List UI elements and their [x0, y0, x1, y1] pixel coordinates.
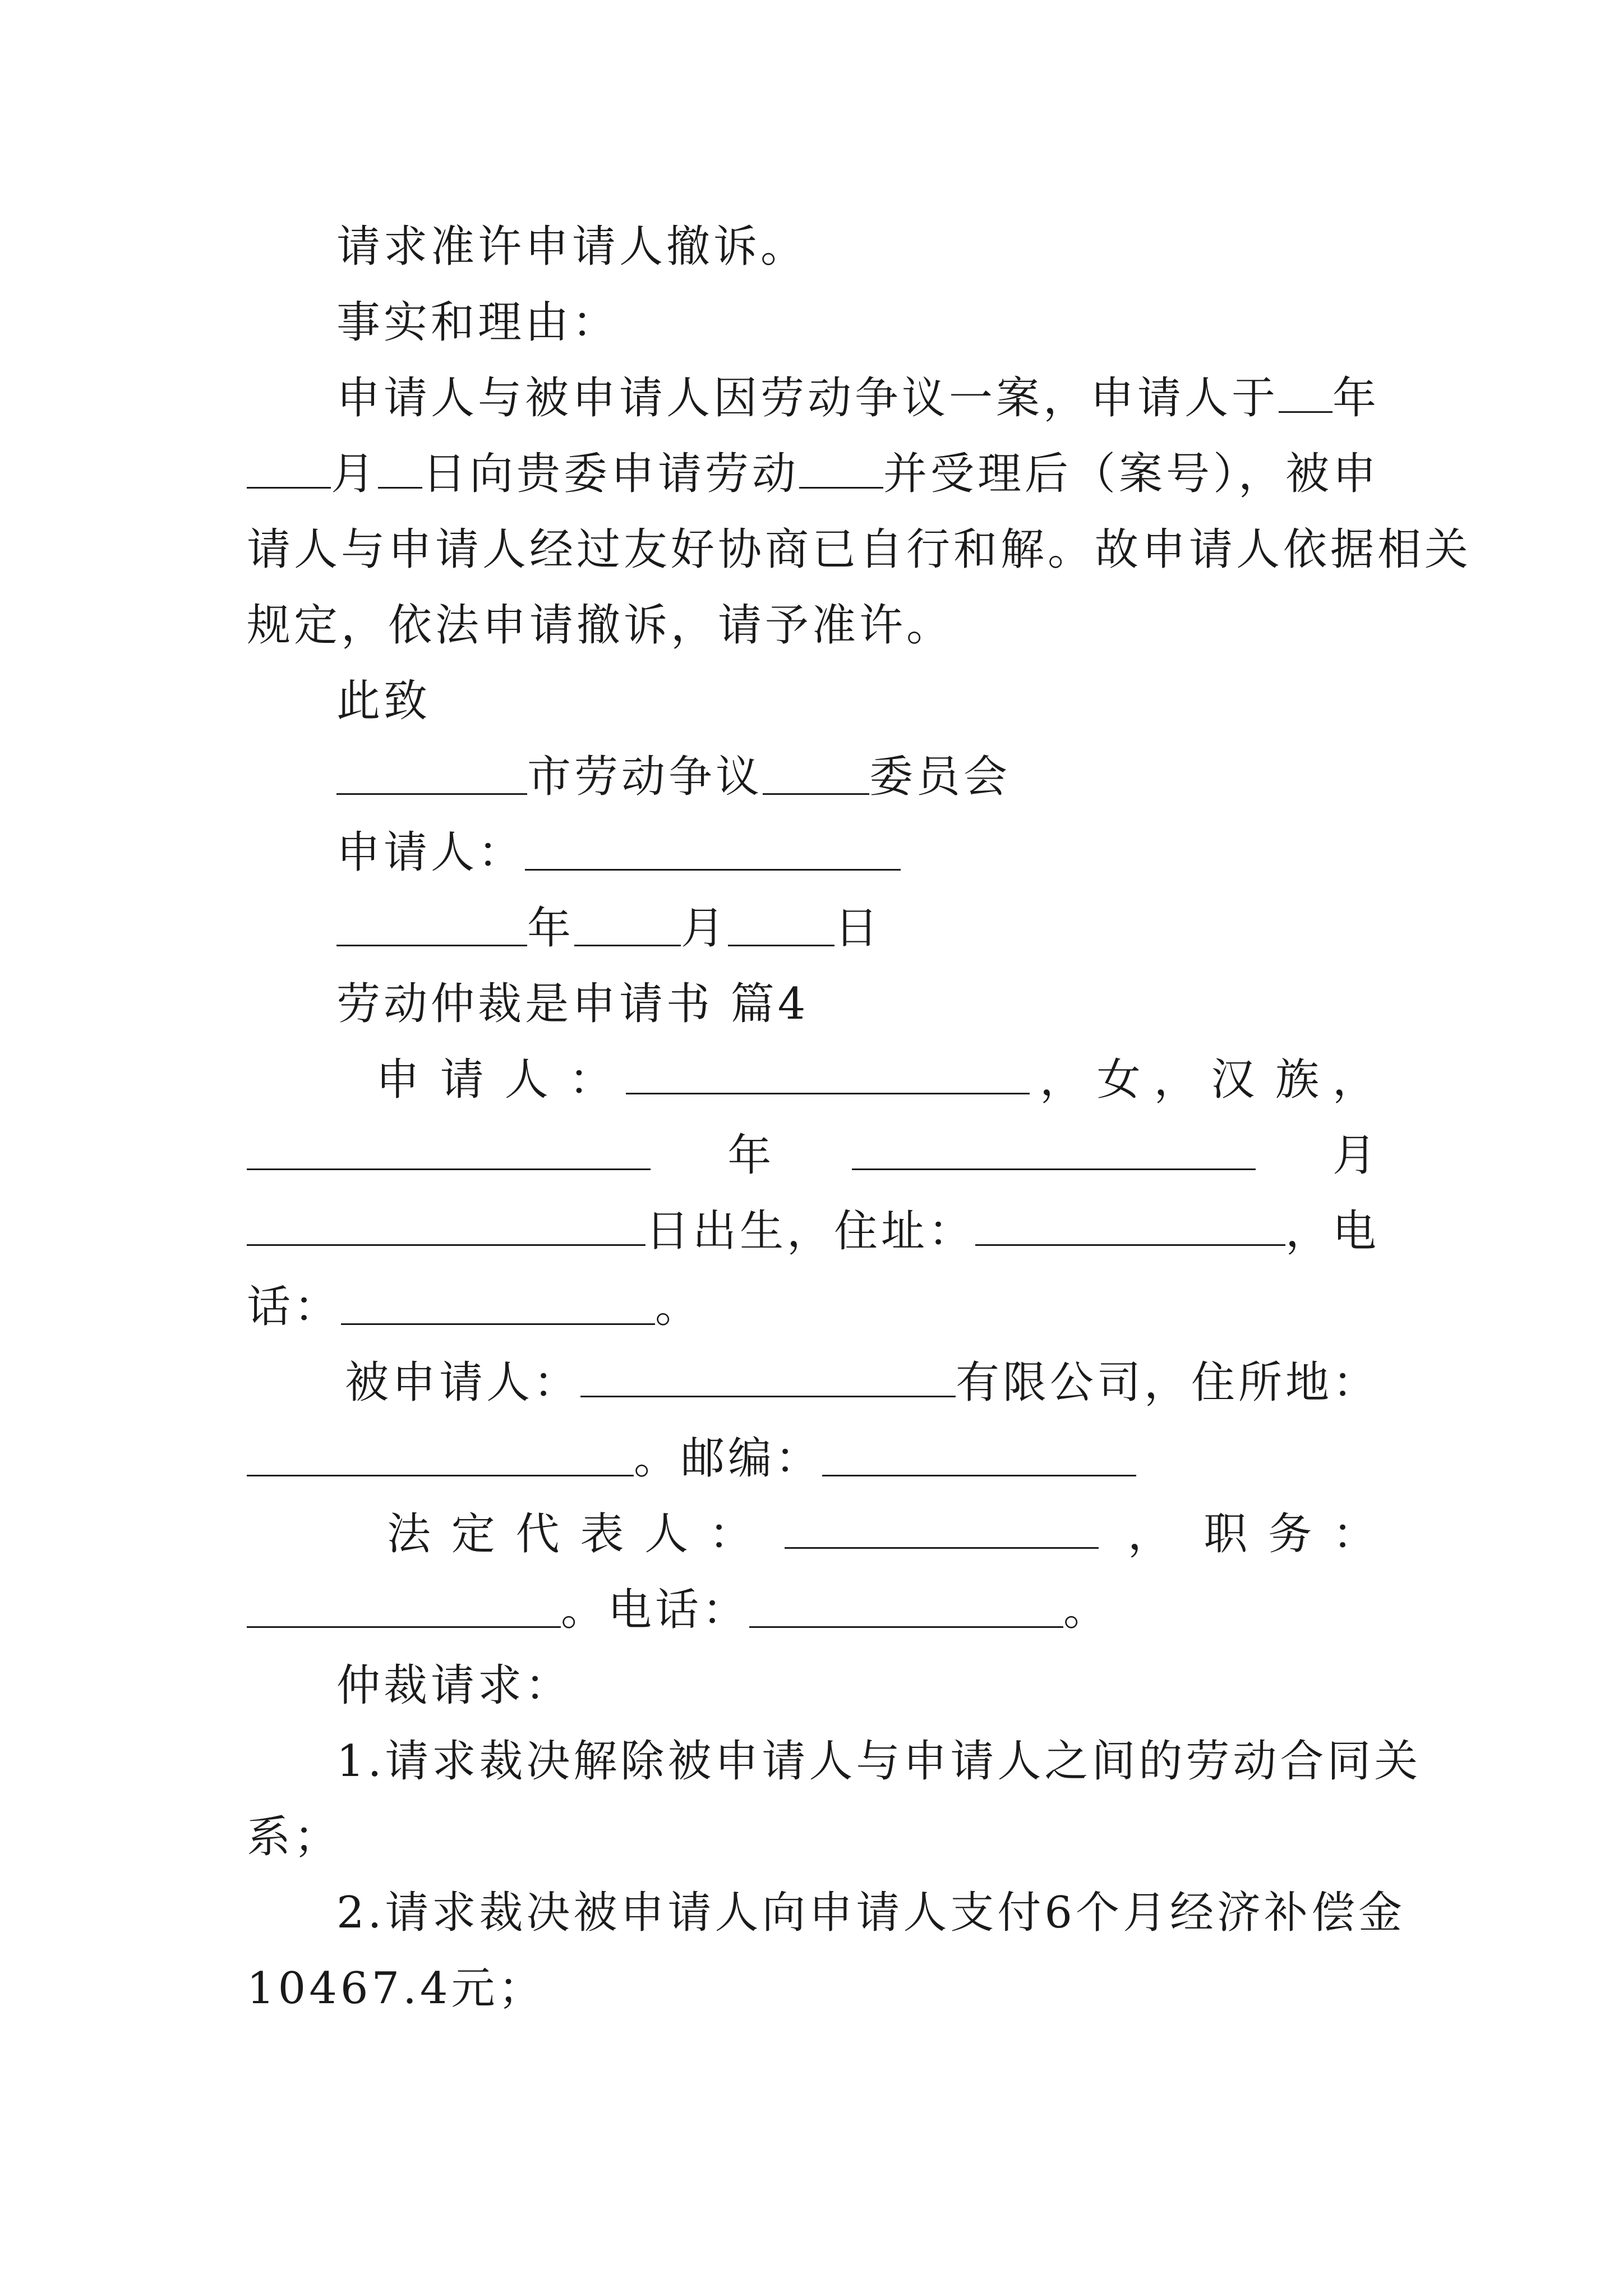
position-label: 职 务 ： — [1204, 1509, 1380, 1559]
salutation: 此致 — [336, 676, 431, 726]
phone-prefix: ，电 — [1285, 1206, 1380, 1257]
legal-rep-line2 — [247, 1579, 1380, 1641]
claims-heading: 仲裁请求： — [336, 1660, 573, 1711]
date-line — [336, 898, 1380, 959]
facts-month: 月 — [331, 449, 379, 499]
paragraph-facts-line4: 规定，依法申请撤诉，请予准许。 — [247, 600, 954, 651]
section-title: 劳动仲裁是申请书 篇4 — [336, 979, 809, 1029]
applicant-info-line3 — [247, 1200, 1380, 1262]
applicant-ethnicity: 汉 族 — [1211, 1055, 1323, 1105]
respondent-line2 — [247, 1428, 1380, 1489]
blank-respondent-address — [247, 1439, 634, 1476]
claim-1-line2: 系； — [247, 1812, 342, 1862]
respondent-company-label: 有限公司，住所地： — [955, 1358, 1380, 1408]
paragraph-facts-line1 — [336, 367, 1380, 429]
legal-rep-line1 — [387, 1503, 1380, 1565]
punctuation: ， — [1039, 1055, 1087, 1105]
blank-address — [975, 1208, 1285, 1246]
applicant-signature-line — [336, 822, 1380, 884]
blank-applicant-name — [626, 1057, 1030, 1094]
blank-date-year — [336, 909, 527, 946]
date-day-label: 日 — [834, 903, 882, 954]
blank-position — [247, 1590, 561, 1628]
committee-suffix: 委员会 — [869, 752, 1011, 802]
claim-2-line2: 10467.4元； — [247, 1963, 546, 2014]
applicant-info-line2 — [247, 1125, 1380, 1186]
legal-rep-label: 法 定 代 表 人 ： — [387, 1509, 756, 1559]
committee-line — [336, 746, 1380, 808]
punctuation: 。 — [1063, 1585, 1111, 1635]
respondent-label: 被申请人： — [345, 1358, 581, 1408]
claim-1-line1: 1.请求裁决解除被申请人与申请人之间的劳动合同关 — [336, 1736, 1422, 1787]
blank-date-month — [574, 909, 681, 946]
blank-birth-day — [247, 1208, 645, 1246]
date-month-label: 月 — [681, 903, 728, 954]
blank-month — [247, 451, 331, 489]
applicant-info-line4 — [247, 1276, 1380, 1338]
facts-year: 年 — [1332, 373, 1380, 424]
committee-text: 市劳动争议 — [527, 752, 763, 802]
blank-birth-year — [247, 1133, 651, 1170]
blank-year — [1279, 375, 1332, 413]
date-year-label: 年 — [527, 903, 575, 954]
applicant-info-line1 — [376, 1049, 1380, 1111]
punctuation: 。 — [655, 1282, 703, 1332]
blank-city — [336, 757, 527, 795]
legal-rep-phone-label: 。电话： — [561, 1585, 750, 1635]
applicant-signature-label: 申请人： — [336, 827, 525, 878]
blank-day — [378, 451, 422, 489]
blank-respondent-name — [580, 1360, 956, 1397]
respondent-line1 — [345, 1352, 1380, 1414]
birth-month-label: 月 — [1332, 1130, 1380, 1181]
paragraph-facts-line3: 请人与申请人经过友好协商已自行和解。故申请人依据相关 — [247, 524, 1472, 575]
facts-day-text: 日向贵委申请劳动 — [422, 449, 799, 499]
blank-birth-month — [852, 1133, 1256, 1170]
paragraph-withdraw-request: 请求准许申请人撤诉。 — [336, 222, 808, 272]
blank-applicant-phone — [341, 1287, 655, 1325]
blank-committee — [763, 757, 869, 795]
birth-address-label: 日出生，住址： — [645, 1206, 975, 1257]
applicant-label: 申 请 人 ： — [376, 1055, 616, 1105]
blank-arbitration — [799, 451, 883, 489]
birth-year-label: 年 — [727, 1130, 775, 1181]
punctuation: ， — [1127, 1509, 1175, 1559]
facts-text: 申请人与被申请人因劳动争议一案，申请人于 — [336, 373, 1279, 424]
blank-legal-rep — [785, 1511, 1099, 1549]
claim-2-line1: 2.请求裁决被申请人向申请人支付6个月经济补偿金 — [336, 1888, 1406, 1938]
blank-postcode — [822, 1439, 1136, 1476]
phone-label: 话： — [247, 1282, 342, 1332]
paragraph-facts-line2 — [247, 443, 1380, 505]
paragraph-facts-heading: 事实和理由： — [336, 297, 620, 348]
blank-date-day — [728, 909, 834, 946]
blank-applicant-signature — [525, 833, 901, 871]
punctuation: ， — [1154, 1055, 1201, 1105]
blank-legal-rep-phone — [749, 1590, 1063, 1628]
punctuation: ， — [1332, 1055, 1380, 1105]
postcode-label: 。邮编： — [634, 1433, 823, 1484]
facts-accepted-text: 并受理后（案号），被申 — [883, 449, 1380, 499]
applicant-gender: 女 — [1096, 1055, 1144, 1105]
